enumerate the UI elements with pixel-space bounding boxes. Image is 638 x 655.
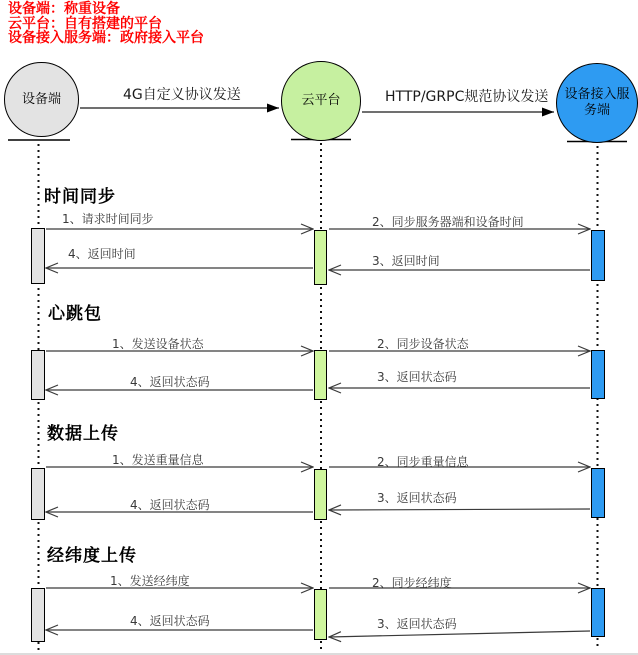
activation-bar-device-s2 [31,350,45,400]
activation-bar-server-s2 [591,350,605,399]
activation-bar-device-s1 [31,228,45,284]
activation-bar-server-s3 [591,468,605,518]
activation-bar-cloud-s3 [314,469,327,520]
actor-cloud-label: 云平台 [301,93,341,108]
message-label-s1-m4: 4、返回时间 [68,247,136,261]
message-label-s2-m3: 3、返回状态码 [377,370,457,384]
top-link-label-http-grpc: HTTP/GRPC规范协议发送 [385,89,549,105]
message-label-s3-m2: 2、同步重量信息 [377,455,469,469]
activation-bar-device-s4 [31,588,45,642]
activation-bar-server-s4 [591,588,605,637]
message-label-s4-m4: 4、返回状态码 [130,614,210,628]
message-arrow-s3-m3 [329,509,590,510]
message-label-s4-m3: 3、返回状态码 [377,617,457,631]
message-label-s3-m4: 4、返回状态码 [130,498,210,512]
message-label-s1-m2: 2、同步服务器端和设备时间 [372,215,524,229]
legend-line-cloud: 云平台：自有搭建的平台 [8,15,162,32]
activation-bar-device-s3 [31,468,45,520]
legend-line-server: 设备接入服务端：政府接入平台 [8,30,204,47]
actor-device [4,62,79,137]
legend-line-device: 设备端：称重设备 [8,1,120,17]
section-title-heartbeat: 心跳包 [48,304,102,324]
message-label-s2-m4: 4、返回状态码 [130,375,210,389]
activation-bar-cloud-s1 [314,230,327,285]
message-label-s1-m3: 3、返回时间 [372,254,440,268]
message-label-s1-m1: 1、请求时间同步 [62,212,154,226]
message-label-s4-m1: 1、发送经纬度 [110,574,190,588]
actor-cloud [281,61,361,141]
message-label-s2-m1: 1、发送设备状态 [112,337,204,351]
top-link-label-4g: 4G自定义协议发送 [123,87,241,103]
section-title-latlng-upload: 经纬度上传 [47,546,137,566]
activation-bar-server-s1 [591,230,605,281]
message-label-s3-m3: 3、返回状态码 [377,491,457,505]
section-title-time-sync: 时间同步 [44,187,116,207]
message-label-s4-m2: 2、同步经纬度 [372,576,452,590]
message-label-s2-m2: 2、同步设备状态 [377,337,469,351]
activation-bar-cloud-s4 [314,589,327,640]
message-label-s3-m1: 1、发送重量信息 [112,453,204,467]
section-title-data-upload: 数据上传 [47,424,119,444]
actor-server-label: 设备接入服务端 [564,87,630,118]
actor-server [556,63,638,143]
actor-device-label: 设备端 [21,91,61,107]
activation-bar-cloud-s2 [314,350,327,400]
message-arrow-s4-m3 [329,631,590,637]
